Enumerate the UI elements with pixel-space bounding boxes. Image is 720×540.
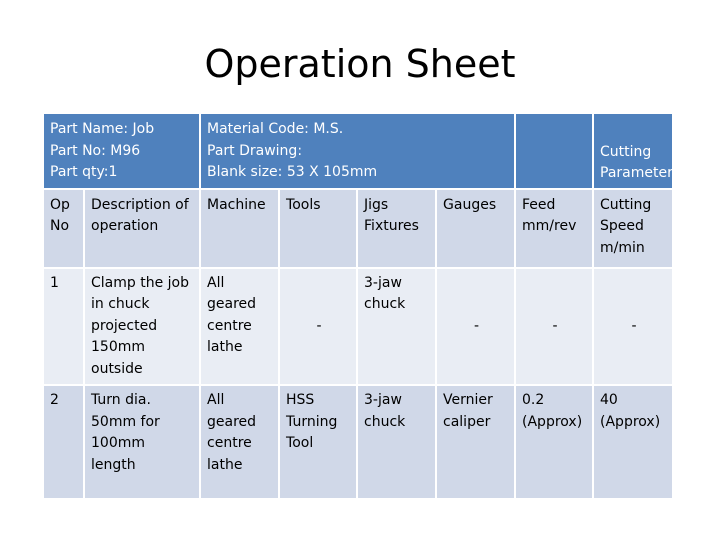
header-row — [43, 114, 673, 189]
gauges-cell: Vernier caliper — [436, 385, 515, 499]
table-row — [43, 268, 673, 386]
table-row — [43, 385, 673, 499]
cutting-params-line1: Cutting — [600, 143, 652, 160]
part-drawing: Part Drawing: — [207, 142, 303, 159]
col-description: Description of operation — [84, 189, 200, 268]
col-machine: Machine — [200, 189, 279, 268]
part-name: Part Name: Job — [50, 121, 155, 137]
jigs-cell: 3-jaw chuck — [357, 268, 436, 386]
material-code: Material Code: M.S. — [207, 121, 344, 137]
operation-sheet-table — [42, 114, 681, 500]
tools-cell: - — [279, 268, 357, 386]
header-gauges-blank — [515, 114, 593, 189]
description-cell: Turn dia. 50mm for 100mm length — [84, 385, 200, 499]
cutting-params-line2: Parameters — [600, 165, 681, 181]
op-no-cell: 2 — [43, 385, 84, 499]
blank-size: Blank size: 53 X 105mm — [207, 164, 378, 180]
col-tools: Tools — [279, 189, 357, 268]
page-title: Operation Sheet — [204, 42, 516, 86]
part-no: Part No: M96 — [50, 142, 141, 159]
col-gauges: Gauges — [436, 189, 515, 268]
jigs-cell: 3-jaw chuck — [357, 385, 436, 499]
col-op-no: Op No — [43, 189, 84, 268]
column-header-row — [43, 189, 673, 268]
speed-cell: 40 (Approx) — [593, 385, 673, 499]
col-cutting-speed: Cutting Speed m/min — [593, 189, 673, 268]
machine-cell: All geared centre lathe — [200, 385, 279, 499]
part-qty: Part qty:1 — [50, 164, 118, 180]
material-info-cell — [200, 114, 515, 189]
description-cell: Clamp the job in chuck projected 150mm outside — [84, 268, 200, 386]
machine-cell: All geared centre lathe — [200, 268, 279, 386]
tools-cell: HSS Turning Tool — [279, 385, 357, 499]
col-feed: Feed mm/rev — [515, 189, 593, 268]
op-no-cell: 1 — [43, 268, 84, 386]
col-jigs-fixtures: Jigs Fixtures — [357, 189, 436, 268]
gauges-cell: - — [436, 268, 515, 386]
part-info-cell — [43, 114, 200, 189]
speed-cell: - — [593, 268, 673, 386]
feed-cell: - — [515, 268, 593, 386]
feed-cell: 0.2 (Approx) — [515, 385, 593, 499]
cutting-params-cell — [593, 114, 681, 189]
